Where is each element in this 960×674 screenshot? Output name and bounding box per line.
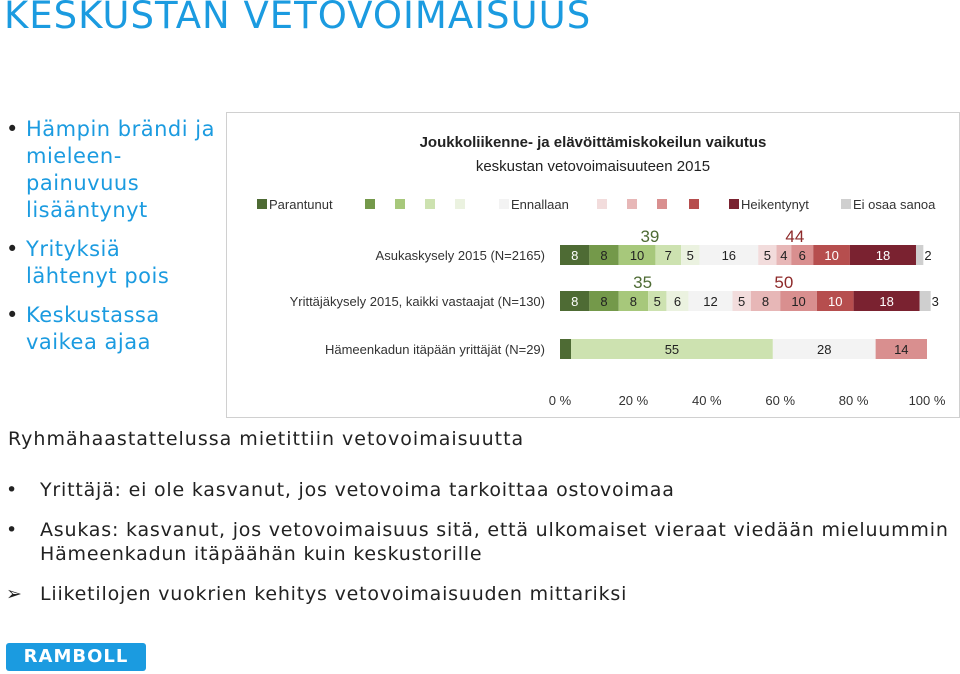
data-label: 4	[780, 248, 788, 263]
group-interview-heading: Ryhmähaastattelussa mietittiin vetovoimaisuutta	[8, 428, 525, 450]
legend-swatch	[597, 199, 607, 209]
chart-title: keskustan vetovoimaisuuteen 2015	[475, 158, 711, 175]
legend-swatch	[841, 199, 851, 209]
x-tick-label: 20 %	[618, 393, 649, 408]
data-label: 3	[931, 294, 939, 309]
bullet-text: Yrittäjä: ei ole kasvanut, jos vetovoima tarkoittaa ostovoimaa	[40, 479, 675, 501]
data-label: 14	[894, 342, 909, 357]
data-label: 8	[571, 248, 579, 263]
data-label: 8	[629, 294, 638, 309]
data-label: 10	[791, 294, 806, 309]
stacked-bar-chart	[227, 113, 959, 417]
legend-swatch	[689, 199, 699, 209]
bar-segment	[560, 339, 571, 359]
bar-segment	[916, 245, 923, 265]
legend-swatch	[657, 199, 667, 209]
bar-segment	[920, 291, 931, 311]
x-tick-label: 40 %	[691, 393, 722, 408]
bottom-bullet-list	[6, 478, 956, 622]
left-bullet-item: • Yrityksiä lähtenyt pois	[6, 236, 216, 290]
legend-swatch	[729, 199, 739, 209]
x-tick-label: 80 %	[838, 393, 869, 408]
legend-swatch	[499, 199, 509, 209]
bottom-bullet-item	[6, 518, 956, 566]
data-label: 5	[763, 248, 771, 263]
data-label: 18	[875, 248, 891, 263]
data-label: 55	[664, 342, 680, 357]
data-label: 12	[703, 294, 718, 309]
ramboll-logo: RAMBOLL	[6, 643, 146, 671]
worsened-total-label: 50	[774, 273, 794, 292]
bullet-text: Liiketilojen vuokrien kehitys vetovoimaisuuden mittariksi	[40, 583, 628, 605]
legend-swatch	[425, 199, 435, 209]
left-bullet-item: • Keskustassa vaikea ajaa	[6, 302, 216, 356]
data-label: 8	[761, 294, 770, 309]
legend-swatch	[395, 199, 405, 209]
data-label: 7	[664, 248, 672, 263]
category-label: Asukaskysely 2015 (N=2165)	[375, 248, 545, 263]
legend-label: Heikentynyt	[741, 197, 809, 212]
improved-total-label: 39	[640, 227, 660, 246]
data-label: 5	[653, 294, 661, 309]
bottom-bullet-item	[6, 478, 956, 502]
data-label: 28	[817, 342, 832, 357]
data-label: 2	[924, 248, 932, 263]
page-title: KESKUSTAN VETOVOIMAISUUS	[4, 0, 592, 37]
data-label: 5	[738, 294, 746, 309]
legend-swatch	[257, 199, 267, 209]
x-tick-label: 100 %	[908, 393, 946, 408]
bullet-marker: •	[6, 519, 19, 541]
chart-panel	[226, 112, 960, 418]
improved-total-label: 35	[633, 273, 653, 292]
data-label: 10	[629, 248, 645, 263]
left-bullet-list	[6, 116, 216, 368]
bullet-text: Asukas: kasvanut, jos vetovoimaisuus sitä, että ulkomaiset vieraat viedään mieluummin Hämeenkadun itäpäähän kuin keskustorille	[40, 519, 949, 565]
legend-swatch	[365, 199, 375, 209]
bullet-marker: •	[6, 479, 19, 501]
data-label: 10	[824, 248, 839, 263]
legend-label: Parantunut	[269, 197, 333, 212]
category-label: Yrittäjäkysely 2015, kaikki vastaajat (N=130)	[289, 294, 545, 309]
x-tick-label: 0 %	[548, 393, 572, 408]
data-label: 18	[879, 294, 894, 309]
data-label: 16	[721, 248, 737, 263]
left-bullet-item: • Hämpin brändi ja mieleen-painuvuus lisääntynyt	[6, 116, 216, 224]
arrow-bullet-icon: ➢	[6, 583, 23, 605]
worsened-total-label: 44	[785, 227, 805, 246]
legend-swatch	[627, 199, 637, 209]
data-label: 8	[600, 248, 608, 263]
data-label: 10	[828, 294, 843, 309]
bottom-bullet-item	[6, 582, 956, 606]
chart-title: Joukkoliikenne- ja elävöittämiskokeilun vaikutus	[419, 134, 767, 151]
data-label: 8	[571, 294, 579, 309]
data-label: 6	[673, 294, 682, 309]
legend-label: Ei osaa sanoa	[853, 197, 936, 212]
data-label: 8	[600, 294, 608, 309]
legend-swatch	[455, 199, 465, 209]
data-label: 6	[798, 248, 806, 263]
category-label: Hämeenkadun itäpään yrittäjät (N=29)	[324, 342, 545, 357]
data-label: 5	[686, 248, 694, 263]
x-tick-label: 60 %	[765, 393, 796, 408]
legend-label: Ennallaan	[511, 197, 569, 212]
